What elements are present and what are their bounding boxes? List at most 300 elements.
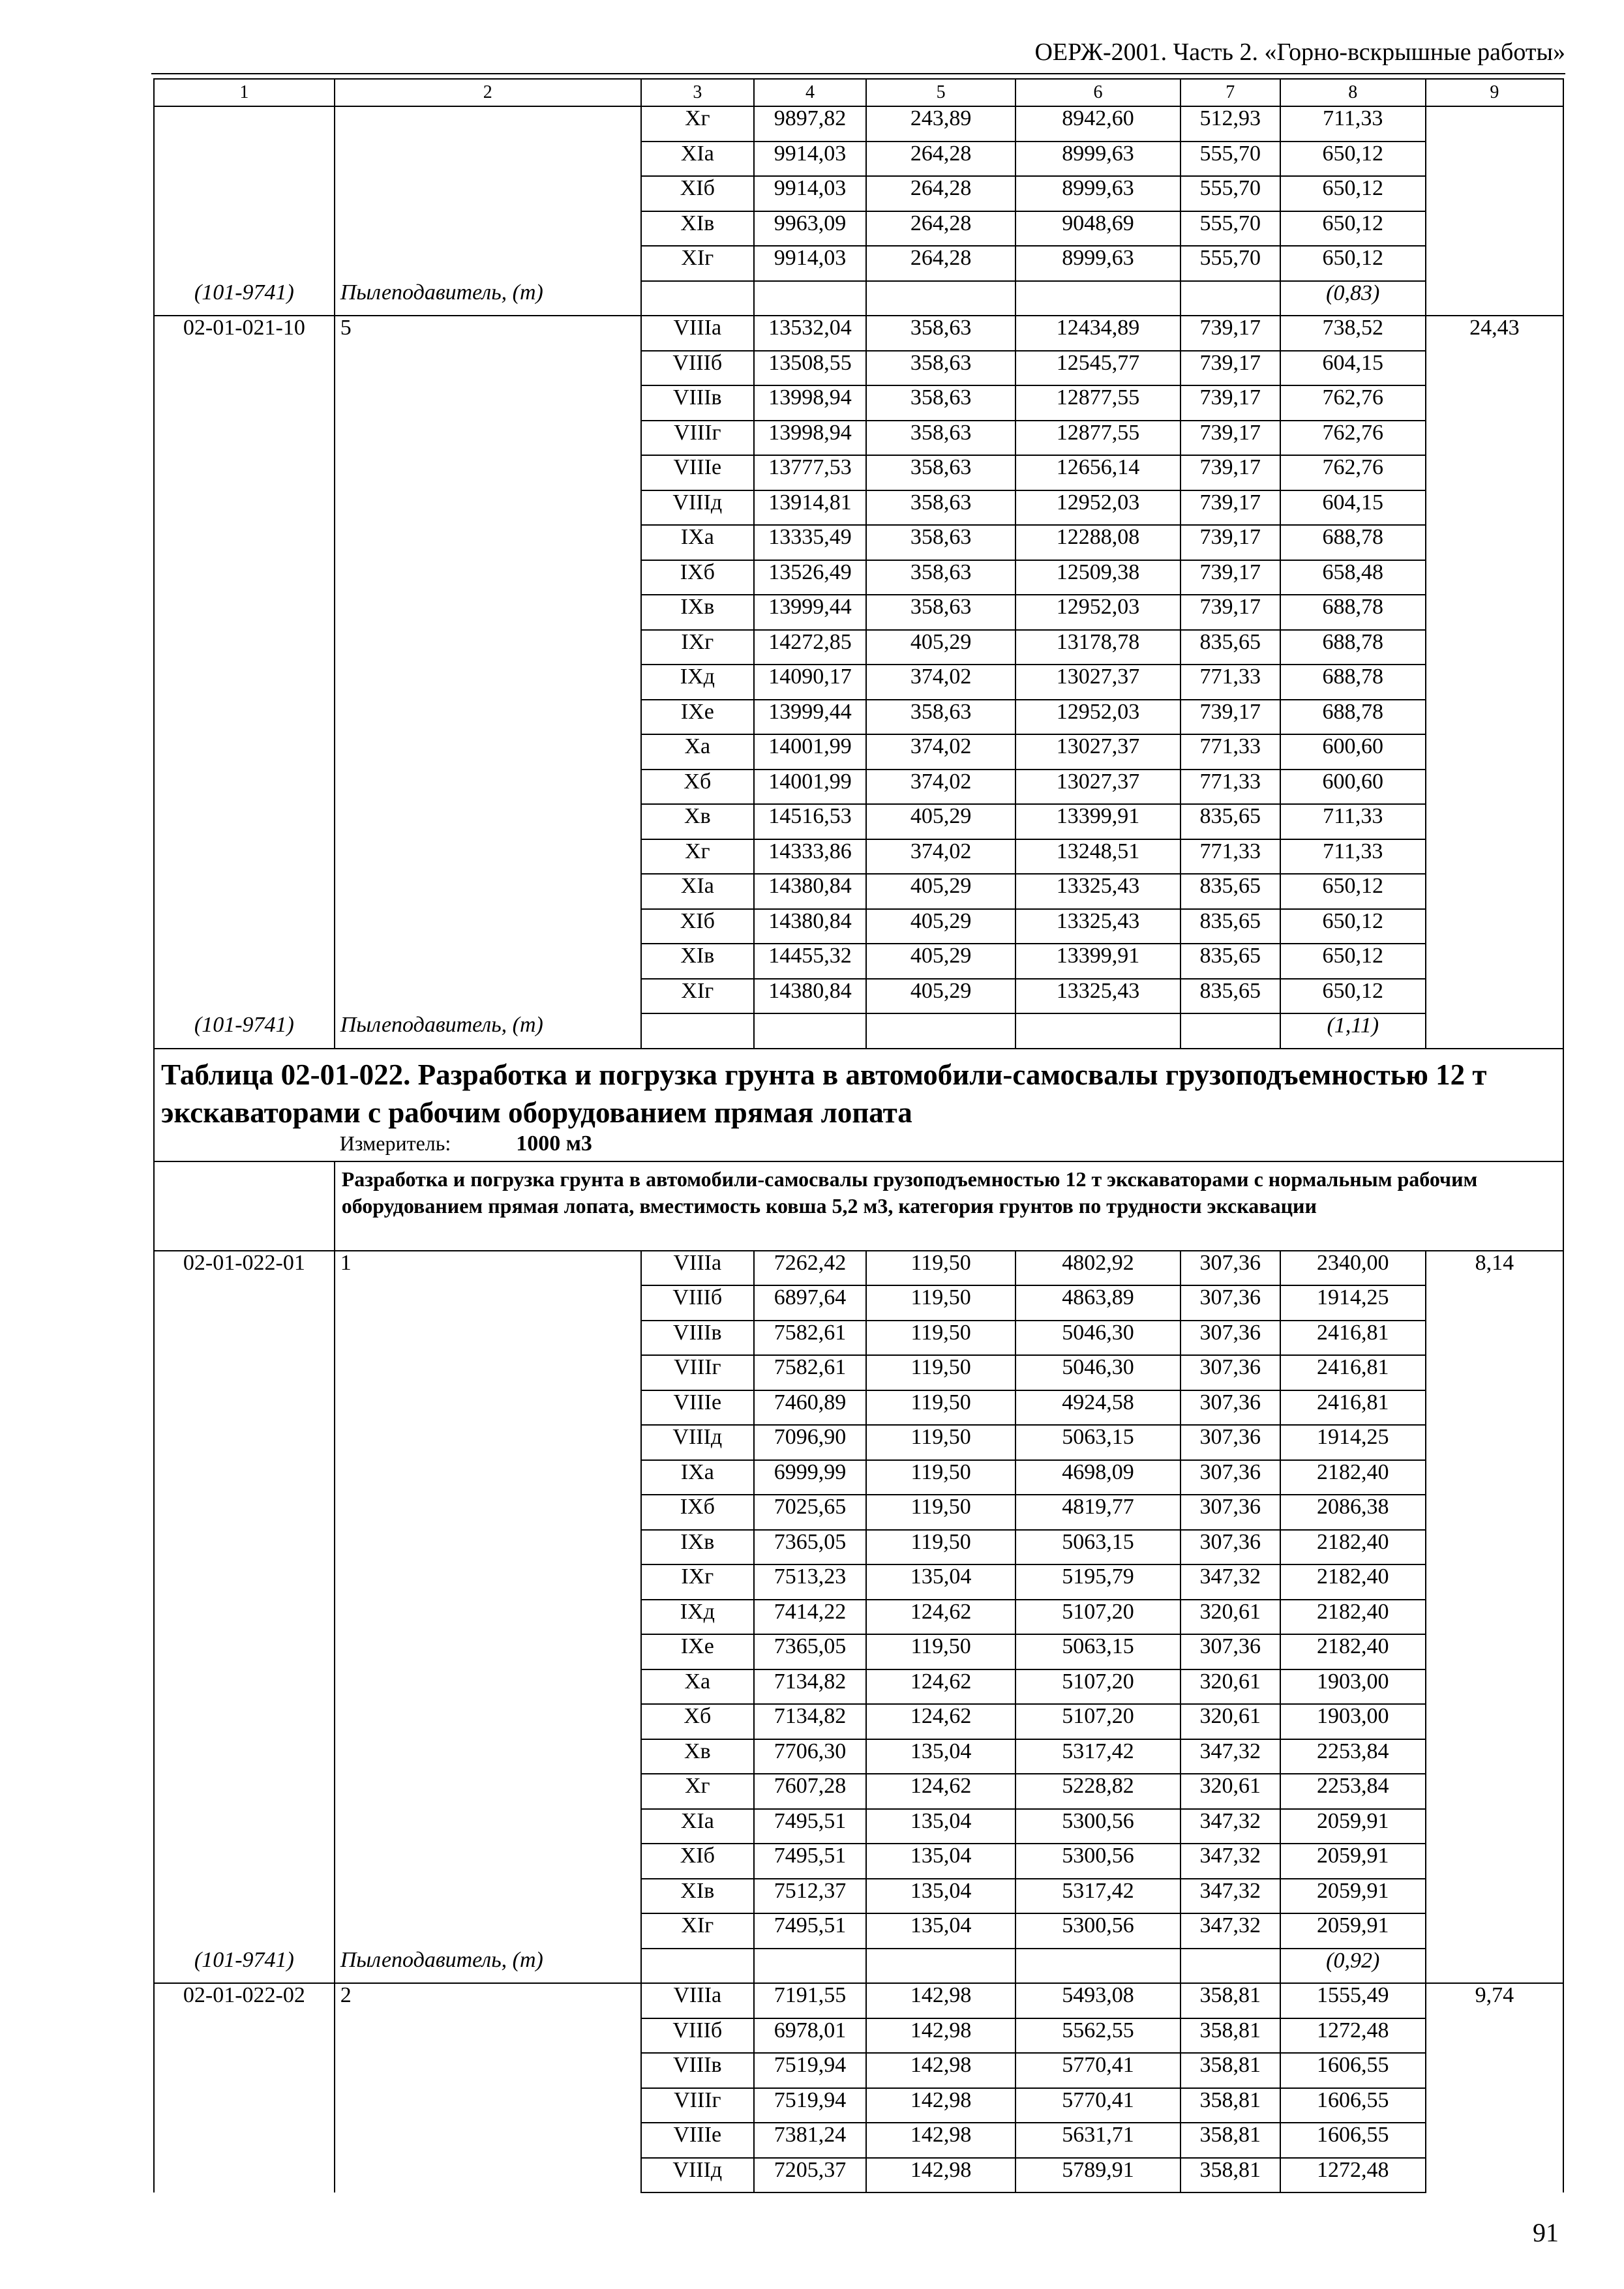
description-row (154, 1161, 1563, 1251)
rate-value: 7096,90 (754, 1425, 866, 1460)
rate-value: 738,52 (1280, 316, 1426, 351)
rate-value: 320,61 (1180, 1774, 1280, 1809)
rate-value: 8999,63 (1015, 246, 1180, 281)
empty-cell (1426, 106, 1563, 142)
rate-value: 347,32 (1180, 1913, 1280, 1949)
rate-value: 374,02 (866, 770, 1015, 805)
table-row (154, 874, 1563, 909)
table-row (154, 2123, 1563, 2158)
empty-cell (154, 1669, 335, 1705)
rate-value: 9897,82 (754, 106, 866, 142)
measure-cell (335, 1132, 1563, 1161)
rate-code: 02-01-021-10 (154, 316, 335, 351)
empty-cell (335, 700, 641, 735)
rate-value: 1914,25 (1280, 1425, 1426, 1460)
rate-value: 7495,51 (754, 1809, 866, 1844)
empty-cell (1426, 1774, 1563, 1809)
rate-value: 124,62 (866, 1704, 1015, 1739)
rate-value: 307,36 (1180, 1425, 1280, 1460)
rate-value: 5770,41 (1015, 2088, 1180, 2123)
soil-category: XIв (641, 944, 754, 979)
table-row (154, 246, 1563, 281)
rate-value: 13399,91 (1015, 804, 1180, 839)
rate-value: 358,63 (866, 490, 1015, 526)
rate-value: 5631,71 (1015, 2123, 1180, 2158)
rate-value: 1272,48 (1280, 2158, 1426, 2193)
table-row (154, 106, 1563, 142)
soil-category: IXе (641, 1634, 754, 1669)
resource-value: (0,83) (1280, 281, 1426, 316)
rate-value: 650,12 (1280, 944, 1426, 979)
rate-value: 14090,17 (754, 665, 866, 700)
rate-value: 5317,42 (1015, 1739, 1180, 1774)
empty-cell (1426, 1564, 1563, 1600)
empty-cell (154, 595, 335, 630)
rate-value: 142,98 (866, 2123, 1015, 2158)
rate-value: 711,33 (1280, 804, 1426, 839)
rate-value: 12952,03 (1015, 490, 1180, 526)
empty-cell (1426, 2123, 1563, 2158)
empty-cell (754, 1949, 866, 1984)
rate-value: 12434,89 (1015, 316, 1180, 351)
soil-category: XIг (641, 1913, 754, 1949)
rate-value: 1903,00 (1280, 1669, 1426, 1705)
rate-value: 7582,61 (754, 1355, 866, 1390)
rate-value: 405,29 (866, 630, 1015, 665)
rate-value: 358,81 (1180, 2018, 1280, 2054)
rate-value: 555,70 (1180, 211, 1280, 247)
empty-cell (1426, 700, 1563, 735)
empty-cell (1426, 1913, 1563, 1949)
empty-cell (154, 176, 335, 211)
soil-category: IXд (641, 1600, 754, 1635)
rate-value: 347,32 (1180, 1809, 1280, 1844)
table-row (154, 1739, 1563, 1774)
rate-value: 12952,03 (1015, 595, 1180, 630)
rate-value: 835,65 (1180, 979, 1280, 1014)
empty-cell (1426, 1634, 1563, 1669)
rate-value: 739,17 (1180, 385, 1280, 421)
empty-cell (1426, 1460, 1563, 1495)
column-number: 5 (866, 79, 1015, 106)
empty-cell (154, 1132, 335, 1161)
rate-value: 1606,55 (1280, 2053, 1426, 2088)
rate-value: 5063,15 (1015, 1634, 1180, 1669)
rate-value: 771,33 (1180, 665, 1280, 700)
rate-value: 7460,89 (754, 1390, 866, 1426)
rate-value: 7607,28 (754, 1774, 866, 1809)
rate-value: 13248,51 (1015, 839, 1180, 875)
rate-value: 405,29 (866, 874, 1015, 909)
empty-cell (1015, 1013, 1180, 1049)
empty-cell (1426, 1669, 1563, 1705)
table-row (154, 665, 1563, 700)
rate-value: 604,15 (1280, 490, 1426, 526)
empty-cell (154, 1495, 335, 1530)
rate-value: 405,29 (866, 979, 1015, 1014)
rate-value: 13027,37 (1015, 665, 1180, 700)
rate-value: 12877,55 (1015, 385, 1180, 421)
rate-value: 307,36 (1180, 1495, 1280, 1530)
soil-category: VIIIд (641, 490, 754, 526)
soil-category: VIIIг (641, 1355, 754, 1390)
soil-category: VIIIе (641, 2123, 754, 2158)
empty-cell (1015, 1949, 1180, 1984)
rate-value: 13777,53 (754, 455, 866, 490)
empty-cell (154, 1913, 335, 1949)
empty-cell (335, 1774, 641, 1809)
rate-value: 5770,41 (1015, 2053, 1180, 2088)
table-row (154, 1321, 1563, 1356)
rate-value: 12656,14 (1015, 455, 1180, 490)
empty-cell (641, 281, 754, 316)
empty-cell (1426, 1739, 1563, 1774)
empty-cell (1426, 630, 1563, 665)
soil-category: IXб (641, 560, 754, 595)
rate-value: 711,33 (1280, 839, 1426, 875)
rate-value: 119,50 (866, 1321, 1015, 1356)
empty-cell (154, 2018, 335, 2054)
empty-cell (154, 700, 335, 735)
rate-value: 555,70 (1180, 176, 1280, 211)
labor-value: 8,14 (1426, 1251, 1563, 1286)
table-row (154, 142, 1563, 177)
rate-value: 243,89 (866, 106, 1015, 142)
empty-cell (335, 490, 641, 526)
soil-category: XIв (641, 211, 754, 247)
empty-cell (335, 106, 641, 142)
empty-cell (154, 979, 335, 1014)
rate-value: 358,81 (1180, 1983, 1280, 2018)
rate-value: 2059,91 (1280, 1844, 1426, 1879)
rate-value: 13325,43 (1015, 874, 1180, 909)
empty-cell (335, 2088, 641, 2123)
soil-category: VIIIг (641, 2088, 754, 2123)
empty-cell (866, 1949, 1015, 1984)
soil-category: IXг (641, 630, 754, 665)
empty-cell (1426, 246, 1563, 281)
rate-value: 307,36 (1180, 1634, 1280, 1669)
rate-value: 762,76 (1280, 421, 1426, 456)
soil-category: IXг (641, 1564, 754, 1600)
rate-value: 7134,82 (754, 1704, 866, 1739)
soil-category: Xа (641, 734, 754, 770)
rate-value: 7582,61 (754, 1321, 866, 1356)
soil-category: XIб (641, 176, 754, 211)
table-body (154, 79, 1563, 2192)
table-row (154, 630, 1563, 665)
table-title: Таблица 02-01-022. Разработка и погрузка грунта в автомобили-самосвалы грузоподъемностью 12 т экскаваторами с рабочим оборудованием прямая лопата (161, 1058, 1487, 1129)
rate-value: 4802,92 (1015, 1251, 1180, 1286)
empty-cell (335, 1809, 641, 1844)
empty-cell (154, 1739, 335, 1774)
rate-value: 739,17 (1180, 351, 1280, 386)
soil-category: VIIIб (641, 1285, 754, 1321)
table-row (154, 839, 1563, 875)
rate-value: 135,04 (866, 1564, 1015, 1600)
rate-value: 13027,37 (1015, 734, 1180, 770)
soil-category: VIIIе (641, 455, 754, 490)
empty-cell (1426, 490, 1563, 526)
empty-cell (335, 944, 641, 979)
empty-cell (1426, 142, 1563, 177)
empty-cell (1426, 1321, 1563, 1356)
rate-value: 358,63 (866, 560, 1015, 595)
table-row (154, 1355, 1563, 1390)
empty-cell (335, 979, 641, 1014)
empty-cell (335, 2158, 641, 2193)
rate-value: 835,65 (1180, 874, 1280, 909)
rate-value: 7191,55 (754, 1983, 866, 2018)
rate-value: 142,98 (866, 2018, 1015, 2054)
rate-value: 135,04 (866, 1879, 1015, 1914)
rate-value: 124,62 (866, 1669, 1015, 1705)
running-header: ОЕРЖ-2001. Часть 2. «Горно-вскрышные работы» (1034, 38, 1565, 66)
table-row (154, 1251, 1563, 1286)
rate-value: 358,81 (1180, 2158, 1280, 2193)
rate-value: 688,78 (1280, 595, 1426, 630)
empty-cell (335, 874, 641, 909)
empty-cell (335, 176, 641, 211)
soil-category: VIIIг (641, 421, 754, 456)
rate-value: 5300,56 (1015, 1913, 1180, 1949)
resource-name: Пылеподавитель, (т) (335, 1949, 641, 1984)
empty-cell (154, 1564, 335, 1600)
rate-value: 762,76 (1280, 455, 1426, 490)
page-number: 91 (1533, 2218, 1559, 2247)
rate-value: 5107,20 (1015, 1704, 1180, 1739)
rate-value: 14516,53 (754, 804, 866, 839)
rate-value: 2340,00 (1280, 1251, 1426, 1286)
rate-value: 13399,91 (1015, 944, 1180, 979)
empty-cell (154, 804, 335, 839)
rate-value: 14380,84 (754, 909, 866, 944)
rate-value: 320,61 (1180, 1600, 1280, 1635)
empty-cell (335, 2123, 641, 2158)
rate-value: 739,17 (1180, 700, 1280, 735)
rate-value: 5562,55 (1015, 2018, 1180, 2054)
table-row (154, 1879, 1563, 1914)
rate-value: 771,33 (1180, 839, 1280, 875)
empty-cell (641, 1013, 754, 1049)
empty-cell (1426, 2018, 1563, 2054)
rate-value: 347,32 (1180, 1739, 1280, 1774)
rate-value: 5228,82 (1015, 1774, 1180, 1809)
empty-cell (641, 1949, 754, 1984)
column-number: 8 (1280, 79, 1426, 106)
rate-value: 135,04 (866, 1913, 1015, 1949)
rate-value: 650,12 (1280, 909, 1426, 944)
soil-category: Xг (641, 106, 754, 142)
empty-cell (1180, 281, 1280, 316)
empty-cell (1426, 211, 1563, 247)
table-row (154, 176, 1563, 211)
rate-value: 12509,38 (1015, 560, 1180, 595)
column-number: 6 (1015, 79, 1180, 106)
empty-cell (1426, 874, 1563, 909)
rate-value: 650,12 (1280, 874, 1426, 909)
rate-value: 4698,09 (1015, 1460, 1180, 1495)
rate-value: 374,02 (866, 734, 1015, 770)
rate-value: 13508,55 (754, 351, 866, 386)
rate-value: 320,61 (1180, 1669, 1280, 1705)
empty-cell (154, 770, 335, 805)
rate-value: 2086,38 (1280, 1495, 1426, 1530)
empty-cell (335, 595, 641, 630)
table-row (154, 525, 1563, 560)
empty-cell (335, 1704, 641, 1739)
rate-value: 7365,05 (754, 1530, 866, 1565)
rate-value: 688,78 (1280, 630, 1426, 665)
table-row (154, 804, 1563, 839)
empty-cell (1426, 1285, 1563, 1321)
empty-cell (1426, 909, 1563, 944)
soil-category: IXа (641, 525, 754, 560)
rate-value: 2182,40 (1280, 1530, 1426, 1565)
rate-value: 771,33 (1180, 770, 1280, 805)
rate-value: 6999,99 (754, 1460, 866, 1495)
empty-cell (1426, 421, 1563, 456)
soil-category: VIIIб (641, 2018, 754, 2054)
empty-cell (154, 874, 335, 909)
rate-code: 02-01-022-02 (154, 1983, 335, 2018)
rate-value: 7025,65 (754, 1495, 866, 1530)
table-row (154, 1913, 1563, 1949)
empty-cell (1426, 1390, 1563, 1426)
table-row (154, 560, 1563, 595)
rate-value: 4924,58 (1015, 1390, 1180, 1426)
rate-value: 14001,99 (754, 734, 866, 770)
table-row (154, 2158, 1563, 2193)
rate-value: 358,63 (866, 421, 1015, 456)
empty-cell (154, 1530, 335, 1565)
rate-value: 2416,81 (1280, 1390, 1426, 1426)
rate-value: 14272,85 (754, 630, 866, 665)
rate-value: 264,28 (866, 211, 1015, 247)
rate-value: 124,62 (866, 1600, 1015, 1635)
empty-cell (754, 281, 866, 316)
rate-value: 4863,89 (1015, 1285, 1180, 1321)
empty-cell (1180, 1949, 1280, 1984)
rate-value: 405,29 (866, 944, 1015, 979)
empty-cell (335, 1913, 641, 1949)
empty-cell (335, 1390, 641, 1426)
rate-value: 13998,94 (754, 385, 866, 421)
soil-category: VIIIд (641, 1425, 754, 1460)
table-row (154, 1983, 1563, 2018)
rate-value: 358,63 (866, 316, 1015, 351)
rate-value: 119,50 (866, 1251, 1015, 1286)
empty-cell (335, 142, 641, 177)
rate-value: 512,93 (1180, 106, 1280, 142)
rate-value: 119,50 (866, 1355, 1015, 1390)
empty-cell (1426, 804, 1563, 839)
rate-value: 2182,40 (1280, 1564, 1426, 1600)
empty-cell (335, 1321, 641, 1356)
table-row (154, 421, 1563, 456)
empty-cell (154, 2088, 335, 2123)
soil-category: IXв (641, 1530, 754, 1565)
rate-value: 739,17 (1180, 595, 1280, 630)
resource-code: (101-9741) (154, 281, 335, 316)
soil-category: XIа (641, 874, 754, 909)
rate-value: 142,98 (866, 1983, 1015, 2018)
rate-value: 358,63 (866, 700, 1015, 735)
rate-value: 307,36 (1180, 1355, 1280, 1390)
empty-cell (154, 909, 335, 944)
empty-cell (1426, 770, 1563, 805)
rate-value: 650,12 (1280, 211, 1426, 247)
table-row (154, 770, 1563, 805)
column-number: 7 (1180, 79, 1280, 106)
empty-cell (335, 211, 641, 247)
rate-value: 2182,40 (1280, 1634, 1426, 1669)
empty-cell (335, 804, 641, 839)
rate-value: 307,36 (1180, 1460, 1280, 1495)
table-row (154, 385, 1563, 421)
empty-cell (1426, 665, 1563, 700)
resource-name: Пылеподавитель, (т) (335, 281, 641, 316)
empty-cell (1426, 734, 1563, 770)
column-number-row (154, 79, 1563, 106)
rate-value: 13532,04 (754, 316, 866, 351)
rate-value: 13335,49 (754, 525, 866, 560)
rate-value: 7262,42 (754, 1251, 866, 1286)
empty-cell (1426, 1809, 1563, 1844)
empty-cell (154, 106, 335, 142)
rate-value: 6978,01 (754, 2018, 866, 2054)
soil-category: IXд (641, 665, 754, 700)
rate-value: 7495,51 (754, 1913, 866, 1949)
empty-cell (335, 1634, 641, 1669)
rate-value: 711,33 (1280, 106, 1426, 142)
rate-value: 739,17 (1180, 421, 1280, 456)
soil-category: VIIIе (641, 1390, 754, 1426)
empty-cell (154, 246, 335, 281)
rate-value: 658,48 (1280, 560, 1426, 595)
rate-value: 7134,82 (754, 1669, 866, 1705)
table-row (154, 1285, 1563, 1321)
rate-value: 405,29 (866, 909, 1015, 944)
soil-category: XIа (641, 142, 754, 177)
rate-value: 13526,49 (754, 560, 866, 595)
rate-value: 9914,03 (754, 142, 866, 177)
empty-cell (1426, 281, 1563, 316)
table-row (154, 2088, 1563, 2123)
rate-value: 7414,22 (754, 1600, 866, 1635)
empty-cell (154, 142, 335, 177)
rate-value: 688,78 (1280, 665, 1426, 700)
empty-cell (154, 1634, 335, 1669)
empty-cell (1426, 1530, 1563, 1565)
rate-value: 7381,24 (754, 2123, 866, 2158)
table-description: Разработка и погрузка грунта в автомобили-самосвалы грузоподъемностью 12 т экскаваторами с нормальным рабочим оборудованием прямая лопата, вместимость ковша 5,2 м3, категория грунтов по трудности экскавации (335, 1161, 1563, 1251)
rate-value: 1914,25 (1280, 1285, 1426, 1321)
rate-value: 358,63 (866, 595, 1015, 630)
empty-cell (1426, 351, 1563, 386)
rate-value: 13325,43 (1015, 909, 1180, 944)
table-row (154, 944, 1563, 979)
table-row (154, 1844, 1563, 1879)
soil-category: Xб (641, 1704, 754, 1739)
empty-cell (154, 665, 335, 700)
rate-value: 264,28 (866, 176, 1015, 211)
soil-category: Xб (641, 770, 754, 805)
empty-cell (335, 1530, 641, 1565)
empty-cell (154, 1285, 335, 1321)
table-row (154, 1530, 1563, 1565)
empty-cell (335, 421, 641, 456)
